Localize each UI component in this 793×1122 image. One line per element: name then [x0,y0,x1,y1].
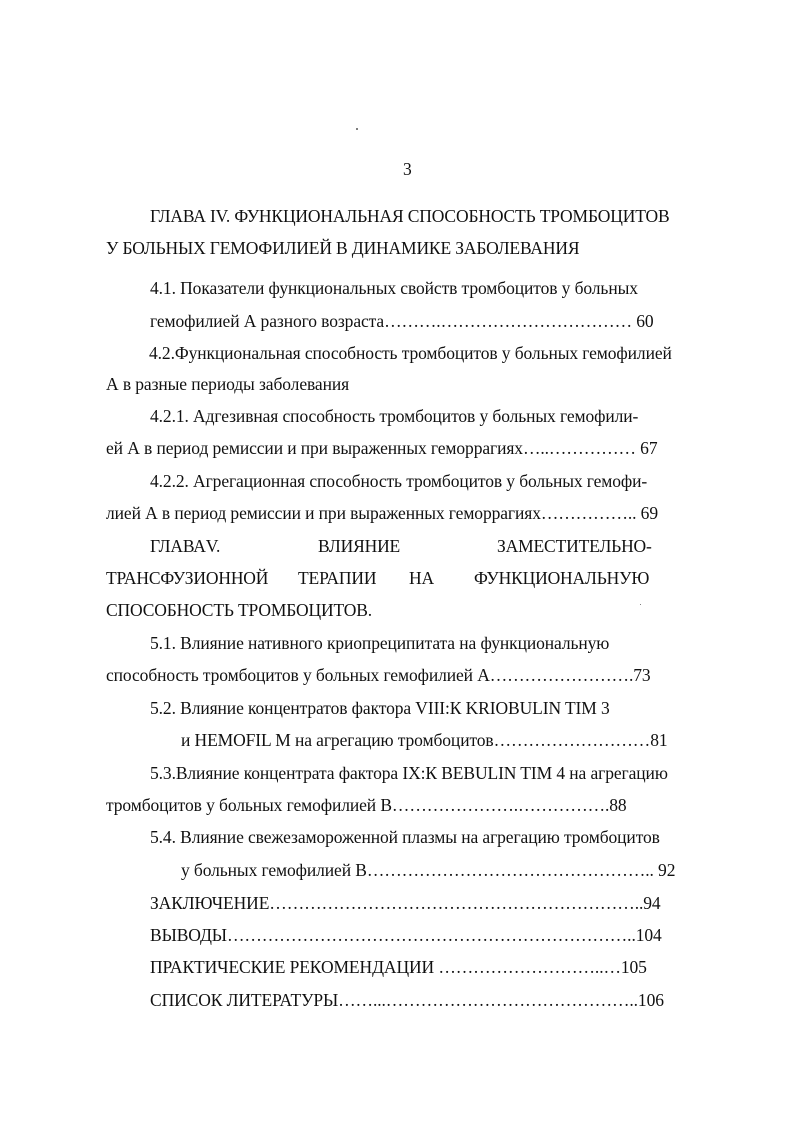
toc-5-3-line2: тромбоцитов у больных гемофилией В………………….…………….88 [106,795,627,815]
toc-references: СПИСОК ЛИТЕРАТУРЫ……...……………………………………..106 [150,990,664,1010]
chapter5-title-word: ТРАНСФУЗИОННОЙ [106,568,269,588]
toc-4-2-2-line1: 4.2.2. Агрегационная способность тромбоцитов у больных гемофи- [150,471,648,491]
toc-5-2-line2: и HEMOFIL M на агрегацию тромбоцитов………………………81 [181,730,668,750]
toc-conclusion: ЗАКЛЮЧЕНИЕ………………………………………………………..94 [150,893,661,913]
chapter5-title-word: ТЕРАПИИ [298,568,377,588]
toc-5-2-line1: 5.2. Влияние концентратов фактора VIII:К KRIOBULIN TIM 3 [150,698,610,718]
chapter5-title-word: ГЛАВАV. [150,536,221,556]
toc-4-2-1-line2: ей А в период ремиссии и при выраженных геморрагиях…..…………… 67 [106,438,658,458]
toc-4-1-line1: 4.1. Показатели функциональных свойств тромбоцитов у больных [150,278,638,298]
toc-4-2-line2: А в разные периоды заболевания [106,374,350,394]
chapter5-title-line3: СПОСОБНОСТЬ ТРОМБОЦИТОВ. [106,600,373,620]
chapter4-title-line1: ГЛАВА IV. ФУНКЦИОНАЛЬНАЯ СПОСОБНОСТЬ ТРОМБОЦИТОВ [150,206,670,226]
chapter5-title-word: НА [409,568,434,588]
chapter5-title-word: ФУНКЦИОНАЛЬНУЮ [474,568,650,588]
toc-4-2-1-line1: 4.2.1. Адгезивная способность тромбоцитов у больных гемофили- [150,406,639,426]
toc-4-2-2-line2: лией А в период ремиссии и при выраженных геморрагиях…………….. 69 [106,503,658,523]
toc-5-4-line1: 5.4. Влияние свежезамороженной плазмы на агрегацию тромбоцитов [150,827,660,847]
toc-4-2-line1: 4.2.Функциональная способность тромбоцитов у больных гемофилией [149,343,672,363]
toc-5-4-line2: у больных гемофилией В………………………………………….. 92 [181,860,676,880]
toc-5-3-line1: 5.3.Влияние концентрата фактора IX:К BEBULIN TIM 4 на агрегацию [150,763,668,783]
toc-recommendations: ПРАКТИЧЕСКИЕ РЕКОМЕНДАЦИИ ………………………..…105 [150,957,647,977]
toc-findings: ВЫВОДЫ……………………………………………………………..104 [150,925,662,945]
scan-speck [640,604,641,605]
page-number: 3 [403,159,412,179]
scan-speck [356,128,358,130]
chapter5-title-word: ЗАМЕСТИТЕЛЬНО- [497,536,652,556]
chapter5-title-word: ВЛИЯНИЕ [318,536,401,556]
toc-5-1-line1: 5.1. Влияние нативного криопреципитата на функциональную [150,633,610,653]
toc-5-1-line2: способность тромбоцитов у больных гемофилией А…………………….73 [106,665,651,685]
toc-4-1-line2: гемофилией А разного возраста……….…………………………… 60 [150,311,654,331]
chapter4-title-line2: У БОЛЬНЫХ ГЕМОФИЛИЕЙ В ДИНАМИКЕ ЗАБОЛЕВАНИЯ [106,238,580,258]
